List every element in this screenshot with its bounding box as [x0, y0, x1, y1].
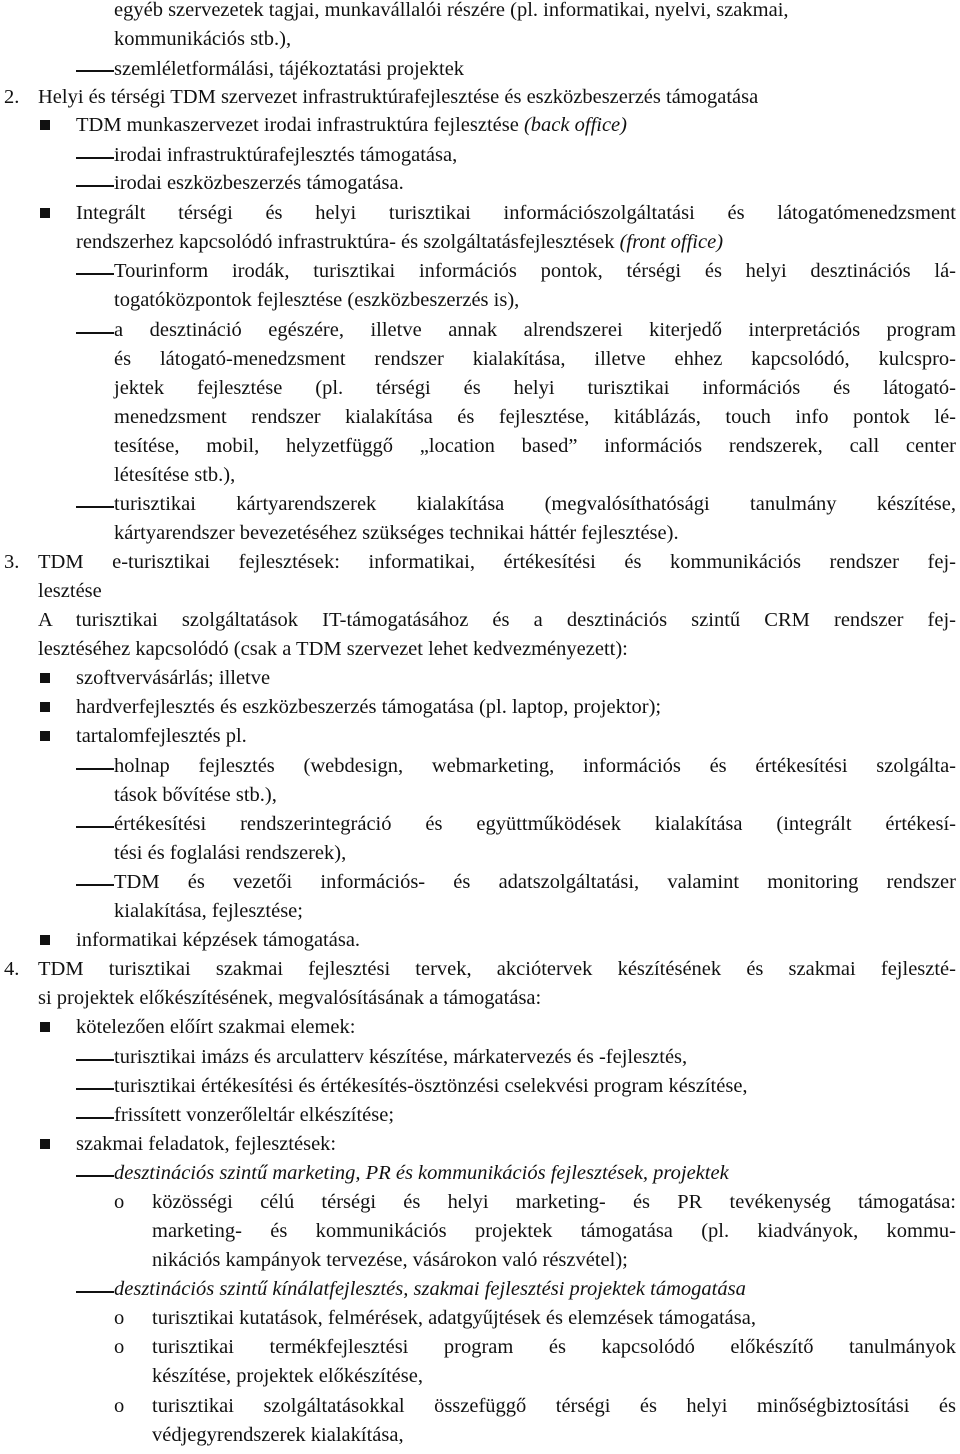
- text-line: turisztikai imázs és arculatterv készítése, márkatervezés és -fejlesztés,: [114, 1046, 688, 1068]
- text-line: jektek fejlesztése (pl. térségi és helyi turisztikai információs és látogató-: [114, 377, 956, 399]
- section-number: 2.: [4, 86, 20, 108]
- section-title: lesztése: [38, 580, 102, 602]
- text-line: Tourinform irodák, turisztikai információs pontok, térségi és helyi desztinációs lá-: [114, 260, 956, 282]
- dash-bullet: [76, 768, 114, 770]
- text-line: [76, 111, 627, 140]
- section-title: si projektek előkészítésének, megvalósításának a támogatása:: [38, 987, 542, 1009]
- text-line: togatóközpontok fejlesztése (eszközbeszerzés is),: [114, 289, 520, 311]
- text-line: szemléletformálási, tájékoztatási projektek: [114, 58, 465, 80]
- bullet-text: TDM munkaszervezet irodai infrastruktúra fejlesztése: [76, 114, 519, 136]
- text-line: informatikai képzések támogatása.: [76, 929, 361, 951]
- text-line: holnap fejlesztés (webdesign, webmarketing, információs és értékesítési szolgálta-: [114, 755, 956, 777]
- text-line: kommunikációs stb.),: [114, 28, 292, 50]
- square-bullet: [40, 673, 50, 683]
- text-line: kötelezően előírt szakmai elemek:: [76, 1016, 356, 1038]
- text-line: kialakítása, fejlesztése;: [114, 900, 303, 922]
- square-bullet: [40, 702, 50, 712]
- text-line: tások bővítése stb.),: [114, 784, 277, 806]
- italic-term: (front office): [619, 231, 724, 253]
- text-line: és látogató-menedzsment rendszer kialakítása, illetve ehhez kapcsolódó, kulcspro-: [114, 348, 956, 370]
- text-line: szakmai feladatok, fejlesztések:: [76, 1133, 337, 1155]
- section-title: TDM e-turisztikai fejlesztések: informatikai, értékesítési és kommunikációs rendszer fej-: [38, 551, 956, 573]
- circle-bullet: o: [114, 1395, 125, 1417]
- dash-bullet: [76, 884, 114, 886]
- section-title: TDM turisztikai szakmai fejlesztési tervek, akciótervek készítésének és szakmai fejleszté-: [38, 958, 956, 980]
- section-title: Helyi és térségi TDM szervezet infrastruktúrafejlesztése és eszközbeszerzés támogatása: [38, 86, 759, 108]
- text-line: A turisztikai szolgáltatások IT-támogatásához és a desztinációs szintű CRM rendszer fej-: [38, 609, 956, 631]
- text-line: kártyarendszer bevezetéséhez szükséges technikai háttér fejlesztése).: [114, 522, 679, 544]
- dash-bullet: [76, 506, 114, 508]
- square-bullet: [40, 935, 50, 945]
- text-line: tési és foglalási rendszerek),: [114, 842, 347, 864]
- square-bullet: [40, 120, 50, 130]
- section-number: 4.: [4, 958, 20, 980]
- dash-bullet: [76, 1088, 114, 1090]
- dash-bullet: [76, 185, 114, 187]
- text-line: marketing- és kommunikációs projektek támogatása (pl. kiadványok, kommu-: [152, 1220, 956, 1242]
- dash-bullet: [76, 826, 114, 828]
- text-line: menedzsment rendszer kialakítása és fejlesztése, kitáblázás, touch info pontok lé-: [114, 406, 956, 428]
- text-line: turisztikai kártyarendszerek kialakítása (megvalósíthatósági tanulmány készítése,: [114, 493, 956, 515]
- italic-subheading: desztinációs szintű marketing, PR és kommunikációs fejlesztések, projektek: [114, 1162, 729, 1184]
- text-line: egyéb szervezetek tagjai, munkavállalói részére (pl. informatikai, nyelvi, szakmai,: [114, 0, 789, 21]
- text-line: közösségi célú térségi és helyi marketing- és PR tevékenység támogatása:: [152, 1191, 956, 1213]
- text-line: tartalomfejlesztés pl.: [76, 725, 247, 747]
- italic-term: (back office): [523, 114, 627, 136]
- italic-subheading: desztinációs szintű kínálatfejlesztés, szakmai fejlesztési projektek támogatása: [114, 1278, 746, 1300]
- text-line: turisztikai termékfejlesztési program és kapcsolódó előkészítő tanulmányok: [152, 1336, 956, 1358]
- text-line: turisztikai értékesítési és értékesítés-ösztönzési cselekvési program készítése,: [114, 1075, 748, 1097]
- dash-bullet: [76, 1175, 114, 1177]
- section-number: 3.: [4, 551, 20, 573]
- text-line: a desztináció egészére, illetve annak alrendszerei kiterjedő interpretációs program: [114, 319, 956, 341]
- text-line: irodai eszközbeszerzés támogatása.: [114, 172, 404, 194]
- square-bullet: [40, 1022, 50, 1032]
- text-line: turisztikai szolgáltatásokkal összefüggő térségi és helyi minőségbiztosítási és: [152, 1395, 956, 1417]
- dash-bullet: [76, 1117, 114, 1119]
- circle-bullet: o: [114, 1336, 125, 1358]
- dash-bullet: [76, 332, 114, 334]
- text-line: TDM és vezetői információs- és adatszolgáltatási, valamint monitoring rendszer: [114, 871, 956, 893]
- bullet-text: rendszerhez kapcsolódó infrastruktúra- és szolgáltatásfejlesztések: [76, 231, 615, 253]
- text-line: tesítése, mobil, helyzetfüggő „location based” információs rendszerek, call center: [114, 435, 956, 457]
- dash-bullet: [76, 273, 114, 275]
- text-line: [76, 228, 723, 257]
- text-line: védjegyrendszerek kialakítása,: [152, 1424, 404, 1446]
- circle-bullet: o: [114, 1191, 125, 1213]
- text-line: értékesítési rendszerintegráció és együttműködések kialakítása (integrált értékesí-: [114, 813, 956, 835]
- circle-bullet: o: [114, 1307, 125, 1329]
- dash-bullet: [76, 1059, 114, 1061]
- square-bullet: [40, 208, 50, 218]
- dash-bullet: [76, 70, 114, 72]
- square-bullet: [40, 1139, 50, 1149]
- text-line: irodai infrastruktúrafejlesztés támogatása,: [114, 144, 458, 166]
- text-line: nikációs kampányok tervezése, vásárokon való részvétel);: [152, 1249, 628, 1271]
- text-line: létesítése stb.),: [114, 464, 236, 486]
- text-line: hardverfejlesztés és eszközbeszerzés támogatása (pl. laptop, projektor);: [76, 696, 662, 718]
- text-line: lesztéséhez kapcsolódó (csak a TDM szervezet lehet kedvezményezett):: [38, 638, 628, 660]
- text-line: frissített vonzerőleltár elkészítése;: [114, 1104, 395, 1126]
- text-line: készítése, projektek előkészítése,: [152, 1365, 423, 1387]
- square-bullet: [40, 731, 50, 741]
- dash-bullet: [76, 157, 114, 159]
- text-line: turisztikai kutatások, felmérések, adatgyűjtések és elemzések támogatása,: [152, 1307, 756, 1329]
- dash-bullet: [76, 1291, 114, 1293]
- text-line: Integrált térségi és helyi turisztikai információszolgáltatási és látogatómenedzsment: [76, 202, 956, 224]
- text-line: szoftvervásárlás; illetve: [76, 667, 271, 689]
